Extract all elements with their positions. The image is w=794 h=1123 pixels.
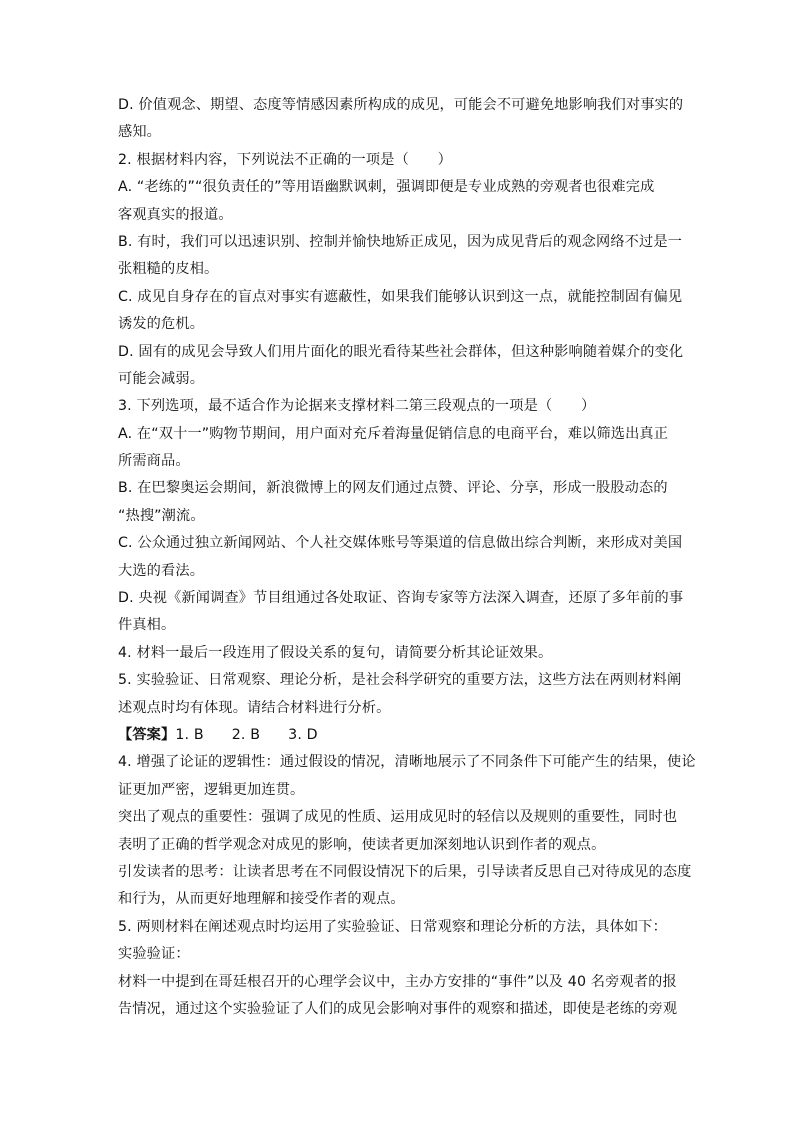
text-line: 可能会减弱。 <box>118 370 205 387</box>
text-line: “热搜”潮流。 <box>118 507 205 524</box>
analysis-line: 表明了正确的哲学观念对成见的影响，使读者更加深刻地认识到作者的观点。 <box>118 836 606 853</box>
question-4-stem: 4. 材料一最后一段连用了假设关系的复句，请简要分析其论证效果。 <box>118 644 553 661</box>
analysis-line: 5. 两则材料在阐述观点时均运用了实验验证、日常观察和理论分析的方法，具体如下： <box>118 918 667 935</box>
text-line: 述观点时均有体现。请结合材料进行分析。 <box>118 699 391 716</box>
text-line: 件真相。 <box>118 617 176 634</box>
text-line: 客观真实的报道。 <box>118 206 233 223</box>
option-d: D. 央视《新闻调查》节目组通过各处取证、咨询专家等方法深入调查，还原了多年前的事 <box>118 590 684 607</box>
analysis-line: 和行为，从而更好地理解和接受作者的观点。 <box>118 891 405 908</box>
analysis-line: 实验验证： <box>118 946 190 963</box>
text-line: D. 价值观念、期望、态度等情感因素所构成的成见，可能会不可避免地影响我们对事实的 <box>118 97 684 113</box>
option-a: A. “老练的”“很负责任的”等用语幽默讽刺，强调即便是专业成熟的旁观者也很难完成 <box>118 179 655 196</box>
option-b: B. 在巴黎奥运会期间，新浪微博上的网友们通过点赞、评论、分享，形成一股股动态的 <box>118 480 668 497</box>
option-c: C. 成见自身存在的盲点对事实有遮蔽性，如果我们能够认识到这一点，就能控制固有偏见 <box>118 288 683 305</box>
text-line: 所需商品。 <box>118 453 190 470</box>
analysis-line: 突出了观点的重要性：强调了成见的性质、运用成见时的轻信以及规则的重要性，同时也 <box>118 809 678 826</box>
answer-2: 2. B <box>231 726 261 743</box>
text-line: 感知。 <box>118 124 162 141</box>
question-2-stem: 2. 根据材料内容，下列说法不正确的一项是（ ） <box>118 151 452 168</box>
analysis-line: 4. 增强了论证的逻辑性：通过假设的情况，清晰地展示了不同条件下可能产生的结果，使论 <box>118 754 696 771</box>
analysis-line: 材料一中提到在哥廷根召开的心理学会议中，主办方安排的“事件”以及 40 名旁观者的报 <box>118 973 677 990</box>
option-c: C. 公众通过独立新闻网站、个人社交媒体账号等渠道的信息做出综合判断，来形成对美国 <box>118 535 683 552</box>
option-a: A. 在“双十一”购物节期间，用户面对充斥着海量促销信息的电商平台，难以筛选出真正 <box>118 425 669 442</box>
question-5-stem: 5. 实验验证、日常观察、理论分析，是社会科学研究的重要方法，这些方法在两则材料阐 <box>118 672 682 689</box>
text-line: 诱发的危机。 <box>118 316 205 333</box>
text-line: 大选的看法。 <box>118 562 205 579</box>
answer-3: 3. D <box>288 726 318 743</box>
document-body <box>118 92 696 1023</box>
text-line: 张粗糙的皮相。 <box>118 261 219 278</box>
question-3-stem: 3. 下列选项，最不适合作为论据来支撑材料二第三段观点的一项是（ ） <box>118 398 596 415</box>
answer-tag: 【答案】 <box>118 726 176 743</box>
answer-line <box>118 722 676 749</box>
option-d: D. 固有的成见会导致人们用片面化的眼光看待某些社会群体，但这种影响随着媒介的变化 <box>118 343 684 360</box>
answer-1: 1. B <box>175 726 204 743</box>
option-b: B. 有时，我们可以迅速识别、控制并愉快地矫正成见，因为成见背后的观念网络不过是一 <box>118 233 683 250</box>
analysis-line: 告情况，通过这个实验验证了人们的成见会影响对事件的观察和描述，即使是老练的旁观 <box>118 1000 678 1017</box>
analysis-line: 引发读者的思考：让读者思考在不同假设情况下的后果，引导读者反思自己对待成见的态度 <box>118 863 692 880</box>
analysis-line: 证更加严密，逻辑更加连贯。 <box>118 781 305 798</box>
